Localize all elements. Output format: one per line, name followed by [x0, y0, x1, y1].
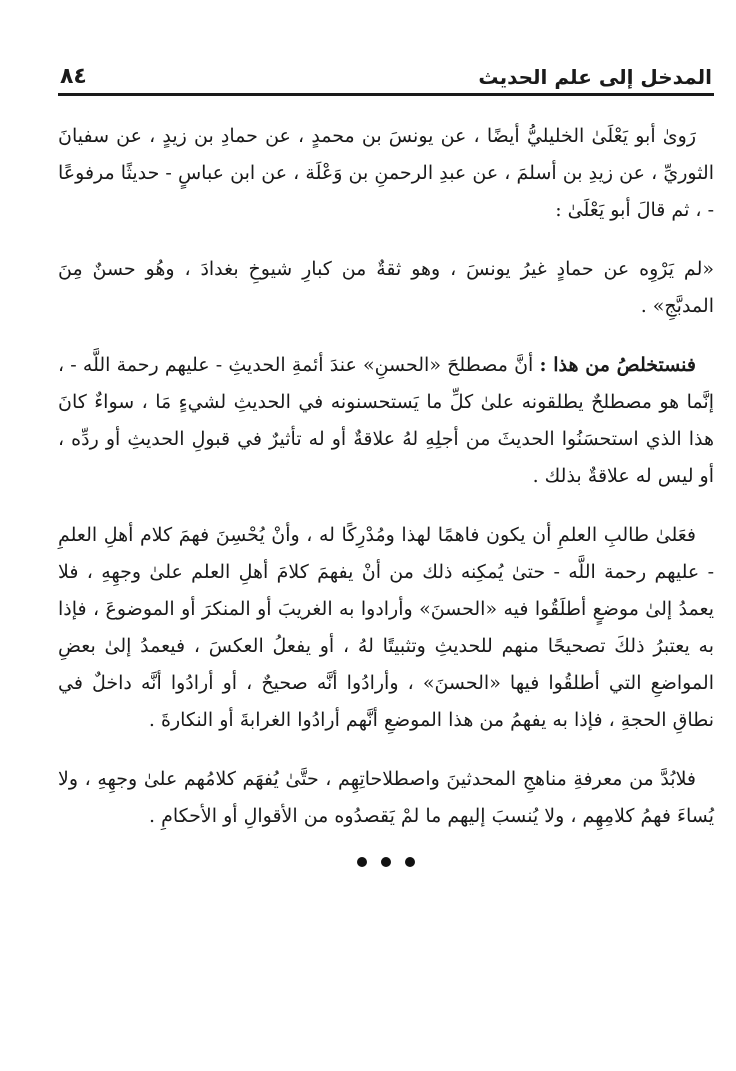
paragraph-student-advice	[58, 517, 714, 739]
separator-dot	[381, 857, 391, 867]
paragraph-methodology	[58, 761, 714, 835]
separator-dot	[405, 857, 415, 867]
paragraph-text: أنَّ مصطلحَ «الحسنِ» عندَ أئمةِ الحديثِ - عليهم رحمة اللَّه - ، إنَّما هو مصطلحٌ يطلقونه علىٰ كلِّ ما يَستحسنونه في الحديثِ لشيءٍ مَا ، سواءٌ كانَ هذا الذي استحسَنُوا الحديثَ من أجلِهِ لهُ علاقةٌ أو له تأثيرٌ في قبولِ الحديثِ أو ردِّه ، أو ليس له علاقةٌ بذلك .	[58, 354, 714, 487]
page-body	[58, 118, 714, 867]
running-header	[58, 52, 714, 96]
book-title: المدخل إلى علم الحديث	[478, 65, 712, 89]
paragraph-text: رَوىٰ أبو يَعْلَىٰ الخليليُّ أيضًا ، عن يونسَ بن محمدٍ ، عن حمادِ بن زيدٍ ، عن سفيانَ الثوريِّ ، عن زيدِ بن أسلمَ ، عن عبدِ الرحمنِ بن وَعْلَة ، عن ابن عباسٍ - حديثًا مرفوعًا - ، ثم قالَ أبو يَعْلَىٰ :	[58, 125, 714, 221]
section-separator	[58, 857, 714, 867]
paragraph-text: فلابُدَّ من معرفةِ مناهجِ المحدثينَ واصطلاحاتِهِم ، حتَّىٰ يُفهَم كلامُهم علىٰ وجهِهِ ، ولا يُساءَ فهمُ كلامِهِم ، ولا يُنسبَ إليهم ما لمْ يَقصدُوه من الأقوالِ أو الأحكامِ .	[58, 768, 714, 827]
separator-dot	[357, 857, 367, 867]
paragraph-lead-in: فنستخلصُ من هذا :	[539, 354, 696, 376]
paragraph-text: فعَلىٰ طالبِ العلمِ أن يكون فاهمًا لهذا ومُدْرِكًا له ، وأنْ يُحْسِنَ فهمَ كلام أهلِ العلمِ - عليهم رحمة اللَّه - حتىٰ يُمكِنه ذلك من أنْ يفهمَ كلامَ أهلِ العلم علىٰ وجهِهِ ، فلا يعمدُ إلىٰ موضعٍ أطلَقُوا فيه «الحسنَ» وأرادوا به الغريبَ أو المنكرَ أو الموضوعَ ، فإذا به يعتبرُ ذلكَ تصحيحًا منهم للحديثِ وتثبيتًا لهُ ، أو يفعلُ العكسَ ، فيعمدُ إلىٰ بعضِ المواضعِ التي أطلقُوا فيها «الحسنَ» ، وأرادُوا أنَّه صحيحٌ ، أو أرادُوا أنَّه داخلٌ في نطاقِ الحجةِ ، فإذا به يفهمُ من هذا الموضعِ أنَّهم أرادُوا الغرابةَ أو النكارةَ .	[58, 524, 714, 731]
book-page	[58, 52, 714, 867]
paragraph-narration	[58, 118, 714, 229]
paragraph-conclusion	[58, 347, 714, 495]
paragraph-quote	[58, 251, 714, 325]
paragraph-text: «لم يَرْوِه عن حمادٍ غيرُ يونسَ ، وهو ثقةٌ من كبارِ شيوخِ بغدادَ ، وهُو حسنٌ مِنَ المدبَّجِ» .	[58, 258, 714, 317]
page-number: ٨٤	[60, 64, 87, 89]
